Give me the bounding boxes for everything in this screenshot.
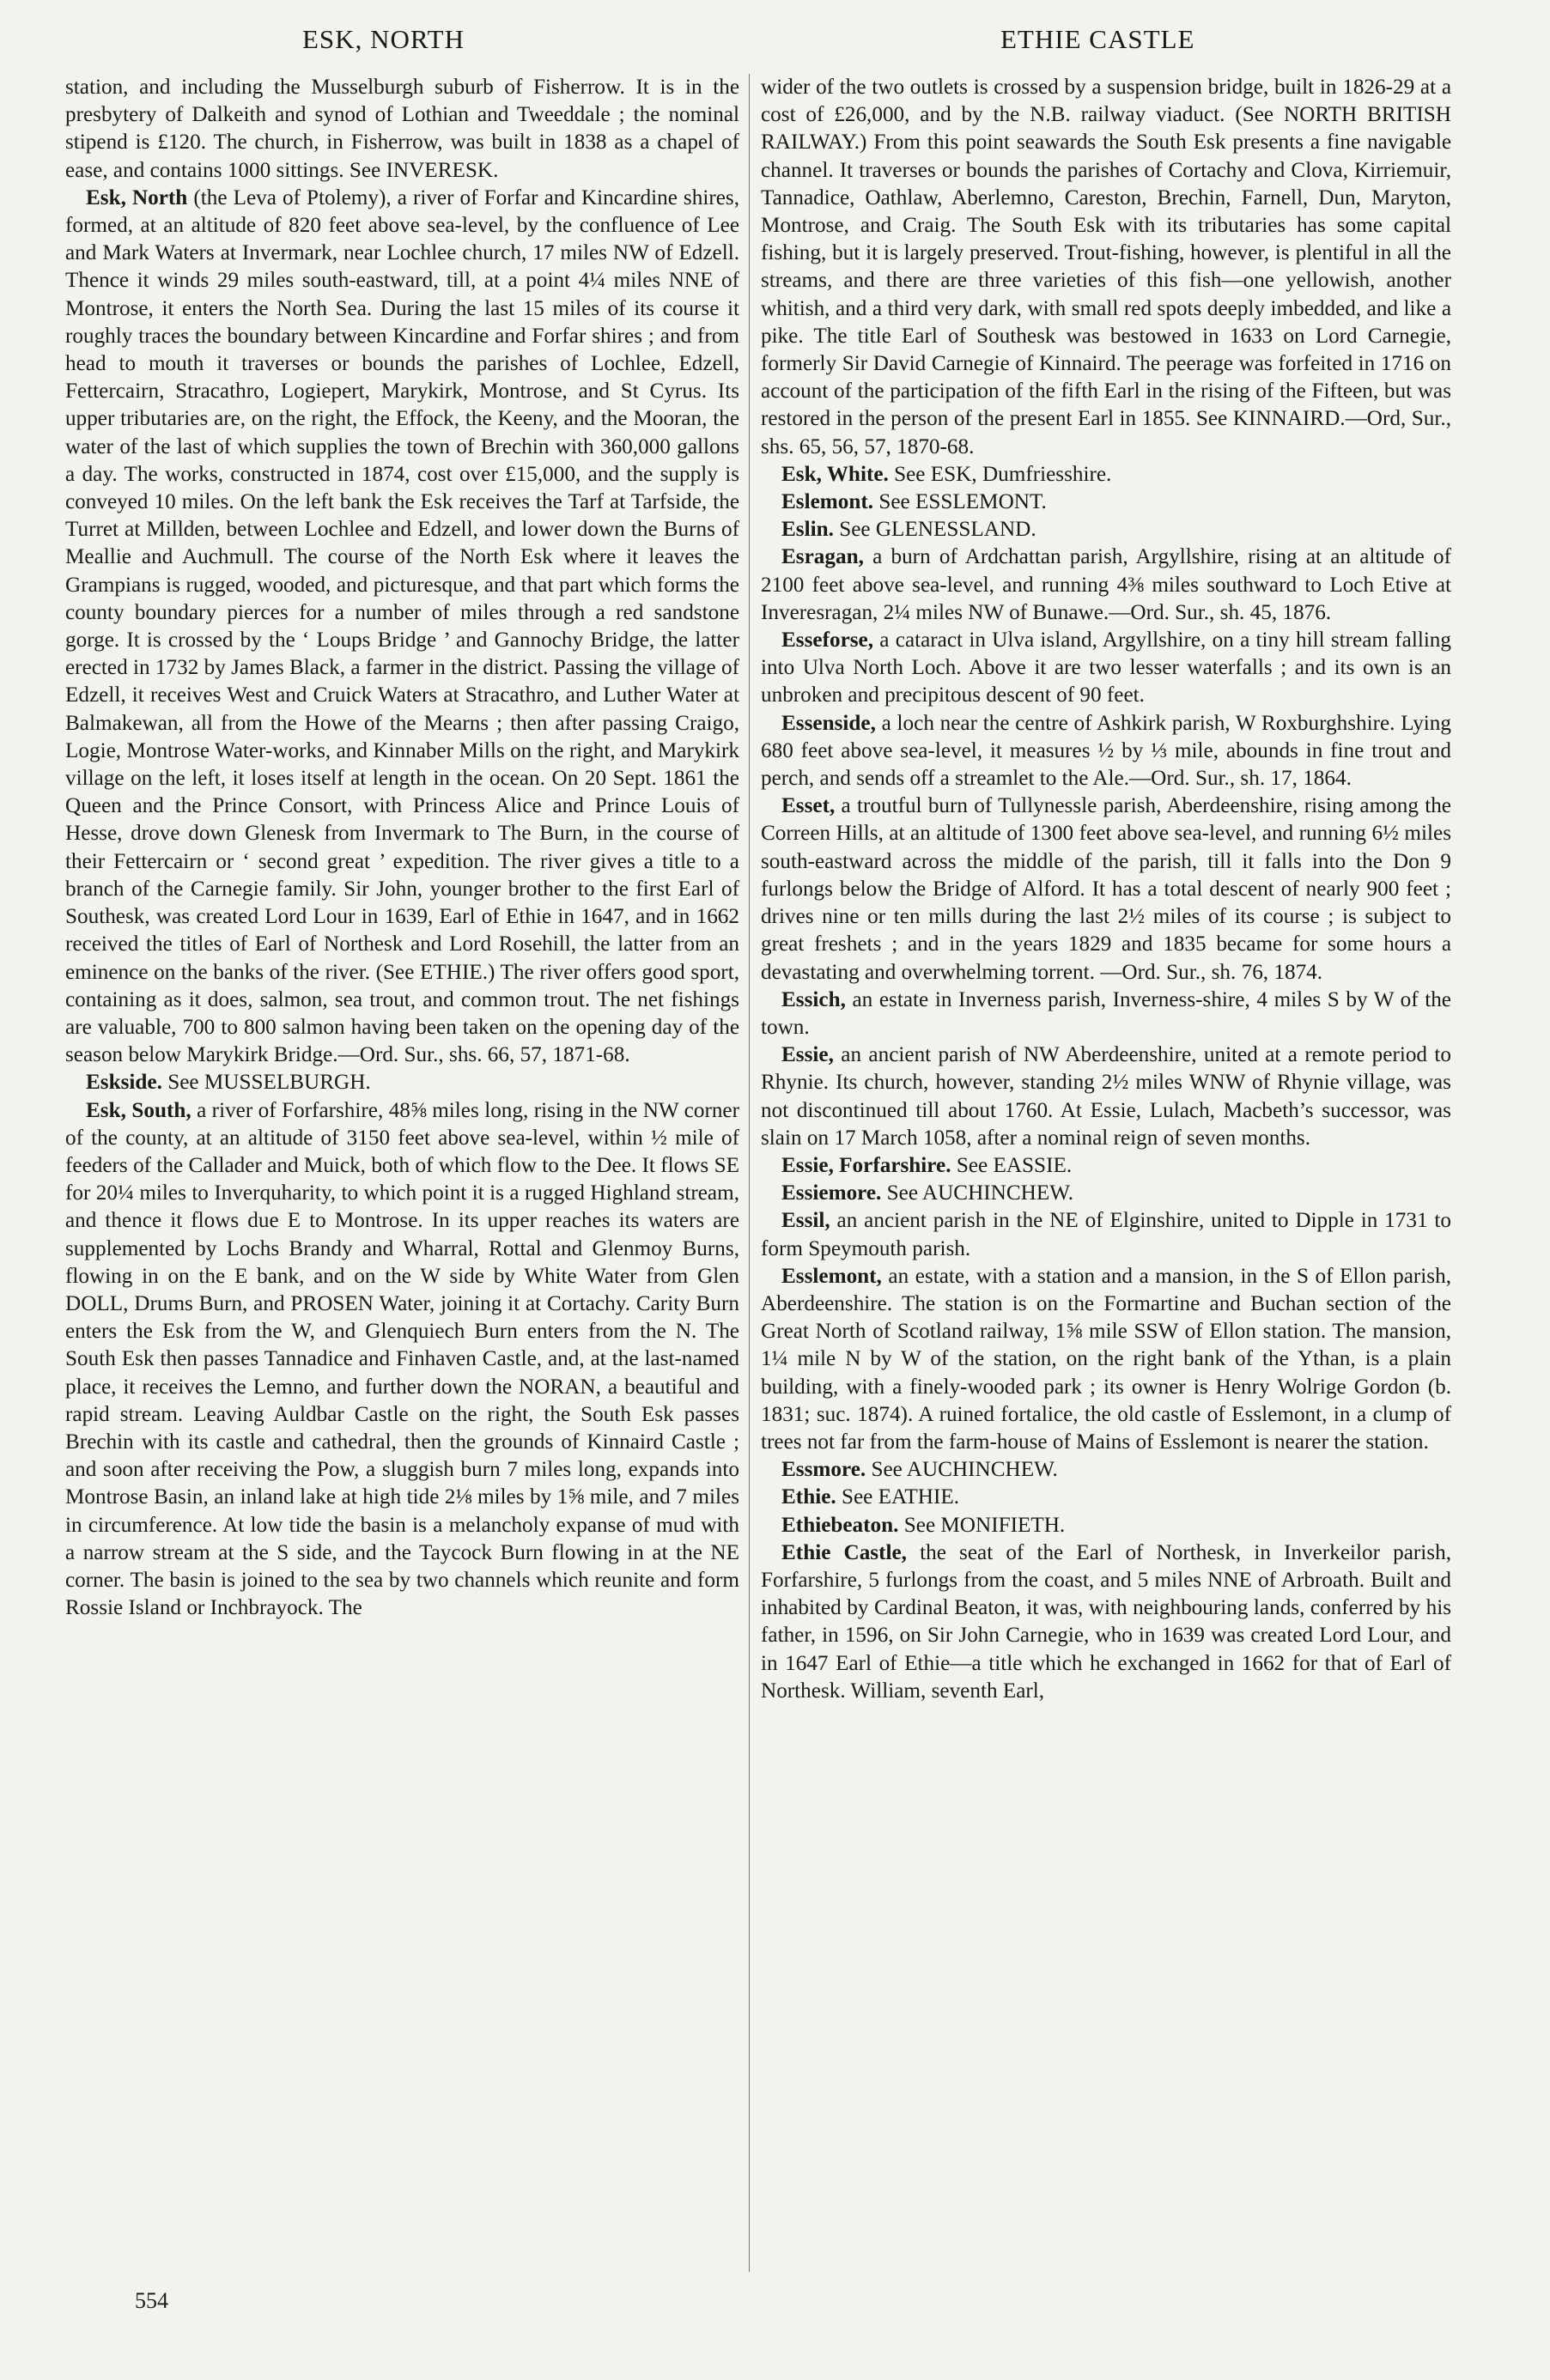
right-column: [761, 74, 1451, 1705]
entry-headword: Esk, North: [86, 185, 188, 209]
entry-text: an ancient parish in the NE of Elginshire, united to Dipple in 1731 to form Speymouth parish.: [761, 1209, 1451, 1260]
entry-text: wider of the two outlets is crossed by a suspension bridge, built in 1826-29 at a cost of £26,000, and by the N.B. railway viaduct. (See NORTH BRITISH RAILWAY.) From this point seawards the South Esk presents a fine navigable channel. It traverses or bounds the parishes of Cortachy and Clova, Kirriemuir, Tannadice, Oathlaw, Aberlemno, Careston, Brechin, Farnell, Dun, Maryton, Montrose, and Craig. The South Esk with its tributaries has some capital fishing, but it is largely preserved. Trout-fishing, however, is plentiful in all the streams, and there are three varieties of this fish—one yellowish, another whitish, and a third very dark, with small red spots deeply imbedded, and like a pike. The title Earl of Southesk was bestowed in 1633 on Lord Carnegie, formerly Sir David Carnegie of Kinnaird. The peerage was forfeited in 1716 on account of the participation of the fifth Earl in the rising of the Fifteen, but was restored in the person of the present Earl in 1855. See KINNAIRD.—Ord, Sur., shs. 65, 56, 57, 1870-68.: [761, 76, 1451, 458]
entry-headword: Essiemore.: [781, 1181, 882, 1205]
entry-headword: Esk, White.: [781, 462, 889, 486]
running-head-right: ETHIE CASTLE: [1000, 24, 1195, 54]
gazetteer-entry: [761, 461, 1451, 489]
entry-text: a loch near the centre of Ashkirk parish, W Roxburghshire. Lying 680 feet above sea-level, it measures ½ by ⅓ mile, abounds in fine trout and perch, and sends off a streamlet to the Ale.—Ord. Sur., sh. 17, 1864.: [761, 711, 1451, 791]
entry-text: station, and including the Musselburgh suburb of Fisherrow. It is in the presbytery of Dalkeith and synod of Lothian and Tweeddale ; the nominal stipend is £120. The church, in Fisherrow, was built in 1838 as a chapel of ease, and contains 1000 sittings. See INVERESK.: [65, 76, 739, 182]
gazetteer-entry: [761, 1152, 1451, 1180]
entry-text: a river of Forfarshire, 48⅝ miles long, rising in the NW corner of the county, at an altitude of 3150 feet above sea-level, within ½ mile of feeders of the Callader and Muick, both of which flow to the Dee. It flows SE for 20¼ miles to Inverquharity, to which point it is a rugged Highland stream, and thence it flows due E to Montrose. In its upper reaches its waters are supplemented by Lochs Brandy and Wharral, Rottal and Glenmoy Burns, flowing in on the E bank, and on the W side by White Water from Glen DOLL, Drums Burn, and PROSEN Water, joining it at Cortachy. Carity Burn enters the Esk from the W, and Glenquiech Burn enters from the N. The South Esk then passes Tannadice and Finhaven Castle, and, at the last-named place, it receives the Lemno, and further down the NORAN, a beautiful and rapid stream. Leaving Auldbar Castle on the right, the South Esk passes Brechin with its castle and cathedral, then the grounds of Kinnaird Castle ; and soon after receiving the Pow, a sluggish burn 7 miles long, expands into Montrose Basin, an inland lake at high tide 2⅛ miles by 1⅝ mile, and 7 miles in circumference. At low tide the basin is a melancholy expanse of mud with a narrow stream at the S side, and the Taycock Burn flowing in at the NE corner. The basin is joined to the sea by two channels which reunite and form Rossie Island or Inchbrayock. The: [65, 1098, 739, 1620]
gazetteer-entry: [761, 710, 1451, 793]
entry-headword: Essie,: [781, 1043, 834, 1067]
entry-text: an estate in Inverness parish, Inverness-shire, 4 miles S by W of the town.: [761, 987, 1451, 1039]
gazetteer-entry: [761, 543, 1451, 627]
entry-text: a burn of Ardchattan parish, Argyllshire, rising at an altitude of 2100 feet above sea-level, and running 4⅜ miles southward to Loch Etive at Inveresragan, 2¼ miles NW of Bunawe.—Ord. Sur., sh. 45, 1876.: [761, 545, 1451, 624]
gazetteer-entry: [761, 1180, 1451, 1207]
entry-headword: Esseforse,: [781, 628, 874, 653]
gazetteer-entry: [761, 987, 1451, 1041]
entry-headword: Essie, Forfarshire.: [781, 1153, 951, 1177]
gazetteer-entry: [761, 792, 1451, 986]
gazetteer-entry: [65, 74, 739, 185]
left-column: [65, 74, 739, 1622]
entry-text: See MONIFIETH.: [898, 1513, 1066, 1537]
entry-text: the seat of the Earl of Northesk, in Inverkeilor parish, Forfarshire, 5 furlongs from the coast, and 5 miles NNE of Arbroath. Built and inhabited by Cardinal Beaton, it was, with neighbouring lands, conferred by his father, in 1596, on Sir John Carnegie, who in 1639 was created Lord Lour, and in 1647 Earl of Ethie—a title which he exchanged in 1662 for that of Earl of Northesk. William, seventh Earl,: [761, 1540, 1451, 1703]
entry-headword: Esragan,: [781, 545, 864, 569]
entry-headword: Esslemont,: [781, 1264, 882, 1288]
gazetteer-entry: [761, 627, 1451, 710]
entry-text: See EASSIE.: [951, 1153, 1073, 1177]
entry-headword: Ethie Castle,: [781, 1540, 907, 1564]
entry-headword: Esset,: [781, 794, 836, 818]
gazetteer-entry: [761, 1456, 1451, 1484]
entry-headword: Ethiebeaton.: [781, 1513, 899, 1537]
gazetteer-entry: [761, 516, 1451, 543]
entry-headword: Eskside.: [86, 1071, 162, 1095]
entry-text: See AUCHINCHEW.: [881, 1181, 1074, 1205]
gazetteer-entry: [761, 489, 1451, 516]
gazetteer-entry: [761, 1263, 1451, 1456]
gazetteer-entry: [761, 1512, 1451, 1539]
gazetteer-entry: [65, 1097, 739, 1623]
entry-text: a troutful burn of Tullynessle parish, Aberdeenshire, rising among the Correen Hills, at an altitude of 1300 feet above sea-level, and running 6½ miles south-eastward across the middle of the parish, till it falls into the Don 9 furlongs below the Bridge of Alford. It has a total descent of nearly 900 feet ; drives nine or ten mills during the last 2½ miles of its course ; is subject to great freshets ; and in the years 1829 and 1835 became for some hours a devastating and overwhelming torrent. —Ord. Sur., sh. 76, 1874.: [761, 794, 1451, 984]
page-number: 554: [135, 2288, 168, 2313]
running-head-left: ESK, NORTH: [302, 24, 465, 54]
gazetteer-entry: [761, 1539, 1451, 1705]
gazetteer-entry: [761, 1207, 1451, 1262]
entry-text: See EATHIE.: [836, 1485, 960, 1509]
entry-headword: Essich,: [781, 987, 846, 1011]
entry-text: a cataract in Ulva island, Argyllshire, on a tiny hill stream falling into Ulva North Loch. Above it are two lesser waterfalls ; and its own is an unbroken and precipitous descent of 90 feet.: [761, 628, 1451, 707]
entry-headword: Eslemont.: [781, 490, 874, 514]
entry-text: See ESSLEMONT.: [873, 490, 1047, 514]
entry-text: an estate, with a station and a mansion, in the S of Ellon parish, Aberdeenshire. The station is on the Formartine and Buchan section of the Great North of Scotland railway, 1⅝ mile SSW of Ellon station. The mansion, 1¼ mile N by W of the station, on the right bank of the Ythan, is a plain building, with a finely-wooded park ; its owner is Henry Wolrige Gordon (b. 1831; suc. 1874). A ruined fortalice, the old castle of Esslemont, in a clump of trees not far from the farm-house of Mains of Esslemont is nearer the station.: [761, 1264, 1451, 1454]
gazetteer-entry: [65, 185, 739, 1070]
entry-text: See AUCHINCHEW.: [866, 1458, 1058, 1482]
entry-headword: Eslin.: [781, 518, 834, 542]
gazetteer-entry: [761, 1041, 1451, 1152]
gazetteer-entry: [761, 1484, 1451, 1511]
entry-text: (the Leva of Ptolemy), a river of Forfar and Kincardine shires, formed, at an altitude of 820 feet above sea-level, by the confluence of Lee and Mark Waters at Invermark, near Lochlee church, 17 miles NW of Edzell. Thence it winds 29 miles south-eastward, till, at a point 4¼ miles NNE of Montrose, it enters the North Sea. During the last 15 miles of its course it roughly traces the boundary between Kincardine and Forfar shires ; and from head to mouth it traverses or bounds the parishes of Lochlee, Edzell, Fettercairn, Stracathro, Logiepert, Marykirk, Montrose, and St Cyrus. Its upper tributaries are, on the right, the Effock, the Keeny, and the Mooran, the water of the last of which supplies the town of Brechin with 360,000 gallons a day. The works, constructed in 1874, cost over £15,000, and the supply is conveyed 10 miles. On the left bank the Esk receives the Tarf at Tarfside, the Turret at Millden, between Lochlee and Edzell, and lower down the Burns of Meallie and Auchmull. The course of the North Esk where it leaves the Grampians is rugged, wooded, and picturesque, and that part which forms the county boundary pierces for a number of miles through a red sandstone gorge. It is crossed by the ‘ Loups Bridge ’ and Gannochy Bridge, the latter erected in 1732 by James Black, a farmer in the district. Passing the village of Edzell, it receives West and Cruick Waters at Stracathro, and Luther Water at Balmakewan, all from the Howe of the Mearns ; then after passing Craigo, Logie, Montrose Water-works, and Kinnaber Mills on the right, and Marykirk village on the left, it loses itself at length in the ocean. On 20 Sept. 1861 the Queen and the Prince Consort, with Princess Alice and Prince Louis of Hesse, drove down Glenesk from Invermark to The Burn, in the course of their Fettercairn or ‘ second great ’ expedition. The river gives a title to a branch of the Carnegie family. Sir John, younger brother to the first Earl of Southesk, was created Lord Lour in 1639, Earl of Ethie in 1647, and in 1662 received the titles of Earl of Northesk and Lord Rosehill, the latter from an eminence on the banks of the river. (See ETHIE.) The river offers good sport, containing as it does, salmon, sea trout, and common trout. The net fishings are valuable, 700 to 800 salmon having been taken on the opening day of the season below Marykirk Bridge.—Ord. Sur., shs. 66, 57, 1871-68.: [65, 185, 739, 1067]
gazetteer-entry: [65, 1069, 739, 1096]
entry-headword: Essenside,: [781, 711, 876, 735]
entry-headword: Essmore.: [781, 1458, 866, 1482]
entry-text: See GLENESSLAND.: [833, 518, 1036, 542]
entry-text: an ancient parish of NW Aberdeenshire, united at a remote period to Rhynie. Its church, however, standing 2½ miles WNW of Rhynie village, was not discontinued till about 1760. At Essie, Lulach, Macbeth’s successor, was slain on 17 March 1058, after a nominal reign of seven months.: [761, 1043, 1451, 1150]
gazetteer-entry: [761, 74, 1451, 461]
entry-text: See MUSSELBURGH.: [161, 1071, 371, 1095]
entry-text: See ESK, Dumfriesshire.: [888, 462, 1112, 486]
entry-headword: Essil,: [781, 1209, 830, 1233]
entry-headword: Ethie.: [781, 1485, 836, 1509]
column-divider: [749, 74, 750, 2272]
entry-headword: Esk, South,: [86, 1098, 191, 1122]
